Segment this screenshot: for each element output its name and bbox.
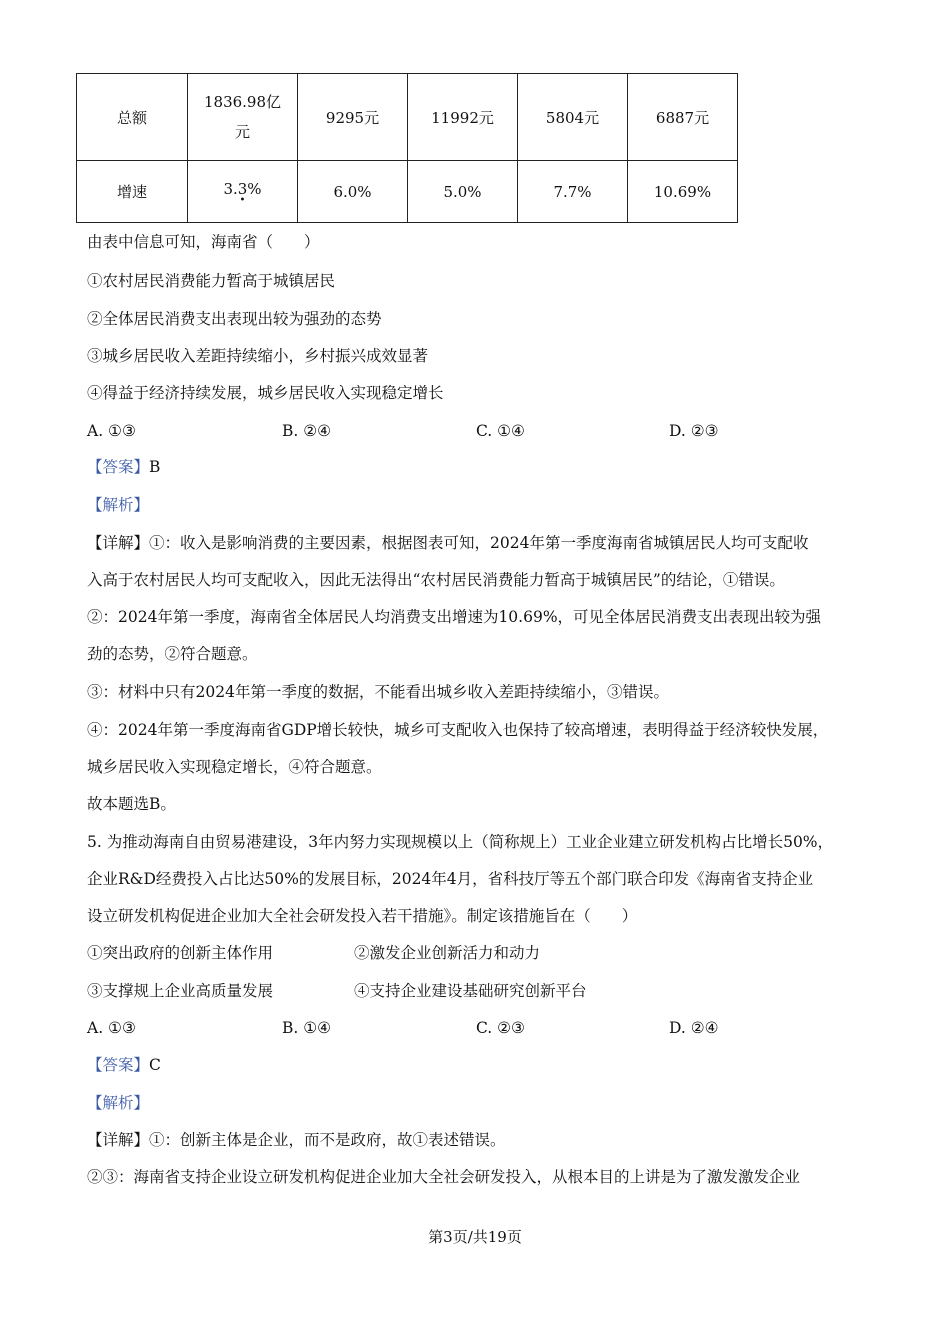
data-table bbox=[76, 73, 738, 223]
table-row bbox=[77, 161, 738, 223]
detail-text: ①：创新主体是企业，而不是政府，故①表述错误。 bbox=[149, 1131, 506, 1149]
table-row bbox=[77, 74, 738, 161]
q4-option-b: B. ②④ bbox=[282, 422, 332, 440]
q5-item-4: ④支持企业建设基础研究创新平台 bbox=[354, 982, 587, 1000]
answer-tag: 【答案】 bbox=[87, 1056, 150, 1074]
answer-tag: 【答案】 bbox=[87, 458, 150, 476]
q4-detail-6: ④：2024年第一季度海南省GDP增长较快，城乡可支配收入也保持了较高增速，表明得益于经济较快发展， bbox=[87, 721, 829, 739]
q5-option-d: D. ②④ bbox=[669, 1019, 719, 1037]
page-footer: 第3页/共19页 bbox=[428, 1228, 522, 1246]
q4-detail-3: ②：2024年第一季度，海南省全体居民人均消费支出增速为10.69%，可见全体居民消费支出表现出较为强 bbox=[87, 608, 822, 626]
q4-answer bbox=[87, 456, 160, 478]
q4-item-3: ③城乡居民收入差距持续缩小，乡村振兴成效显著 bbox=[87, 347, 429, 365]
dot-mark: • bbox=[239, 194, 246, 206]
cell-text-line2: 元 bbox=[234, 123, 250, 141]
answer-value: B bbox=[149, 458, 161, 476]
row-label: 增速 bbox=[77, 161, 188, 223]
q4-detail-4: 劲的态势，②符合题意。 bbox=[87, 645, 258, 663]
detail-tag: 【详解】 bbox=[87, 1131, 150, 1149]
q5-stem-3: 设立研发机构促进企业加大全社会研发投入若干措施》。制定该措施旨在（ ） bbox=[87, 907, 638, 925]
q4-item-1: ①农村居民消费能力暂高于城镇居民 bbox=[87, 272, 336, 290]
cell-text: 1836.98亿 bbox=[203, 93, 282, 111]
table-cell: 9295元 bbox=[298, 74, 408, 161]
detail-text: ①：收入是影响消费的主要因素，根据图表可知，2024年第一季度海南省城镇居民人均可支配收 bbox=[149, 534, 809, 552]
q5-option-b: B. ①④ bbox=[282, 1019, 332, 1037]
q5-stem-1: 5. 为推动海南自由贸易港建设，3年内努力实现规模以上（简称规上）工业企业建立研发机构占比增长50%， bbox=[87, 833, 834, 851]
q4-option-a: A. ①③ bbox=[87, 422, 136, 440]
table-cell: 7.7% bbox=[518, 161, 628, 223]
answer-value: C bbox=[149, 1056, 161, 1074]
q5-item-3: ③支撑规上企业高质量发展 bbox=[87, 982, 274, 1000]
table-cell: 10.69% bbox=[628, 161, 738, 223]
q5-option-a: A. ①③ bbox=[87, 1019, 136, 1037]
q4-detail-7: 城乡居民收入实现稳定增长，④符合题意。 bbox=[87, 758, 382, 776]
table-cell: 5804元 bbox=[518, 74, 628, 161]
q4-detail-2: 入高于农村居民人均可支配收入，因此无法得出“农村居民消费能力暂高于城镇居民”的结论，①错误。 bbox=[87, 571, 785, 589]
q4-item-2: ②全体居民消费支出表现出较为强劲的态势 bbox=[87, 310, 382, 328]
row-label: 总额 bbox=[77, 74, 188, 161]
table-cell: 11992元 bbox=[408, 74, 518, 161]
q5-detail-1 bbox=[87, 1129, 506, 1151]
detail-tag: 【详解】 bbox=[87, 534, 150, 552]
q4-option-d: D. ②③ bbox=[669, 422, 719, 440]
q4-detail-5: ③：材料中只有2024年第一季度的数据，不能看出城乡收入差距持续缩小，③错误。 bbox=[87, 683, 669, 701]
table-cell bbox=[188, 161, 298, 223]
q4-item-4: ④得益于经济持续发展，城乡居民收入实现稳定增长 bbox=[87, 384, 444, 402]
table-cell: 6887元 bbox=[628, 74, 738, 161]
q4-conclusion: 故本题选B。 bbox=[87, 795, 176, 813]
q4-option-c: C. ①④ bbox=[476, 422, 525, 440]
q5-detail-2: ②③：海南省支持企业设立研发机构促进企业加大全社会研发投入，从根本目的上讲是为了激发激发企业 bbox=[87, 1168, 801, 1186]
q4-analysis-tag: 【解析】 bbox=[87, 496, 150, 514]
cell-text: 3.3% bbox=[223, 179, 262, 198]
q5-item-2: ②激发企业创新活力和动力 bbox=[354, 944, 541, 962]
q4-stem: 由表中信息可知，海南省（ ） bbox=[87, 233, 320, 251]
q5-analysis-tag: 【解析】 bbox=[87, 1094, 150, 1112]
table-cell: 6.0% bbox=[298, 161, 408, 223]
table-cell bbox=[188, 74, 298, 161]
q5-answer bbox=[87, 1054, 161, 1076]
q4-detail-1 bbox=[87, 532, 808, 554]
table-cell: 5.0% bbox=[408, 161, 518, 223]
q5-option-c: C. ②③ bbox=[476, 1019, 525, 1037]
q5-stem-2: 企业R&D经费投入占比达50%的发展目标，2024年4月，省科技厅等五个部门联合印发《海南省支持企业 bbox=[87, 870, 814, 888]
q5-item-1: ①突出政府的创新主体作用 bbox=[87, 944, 274, 962]
